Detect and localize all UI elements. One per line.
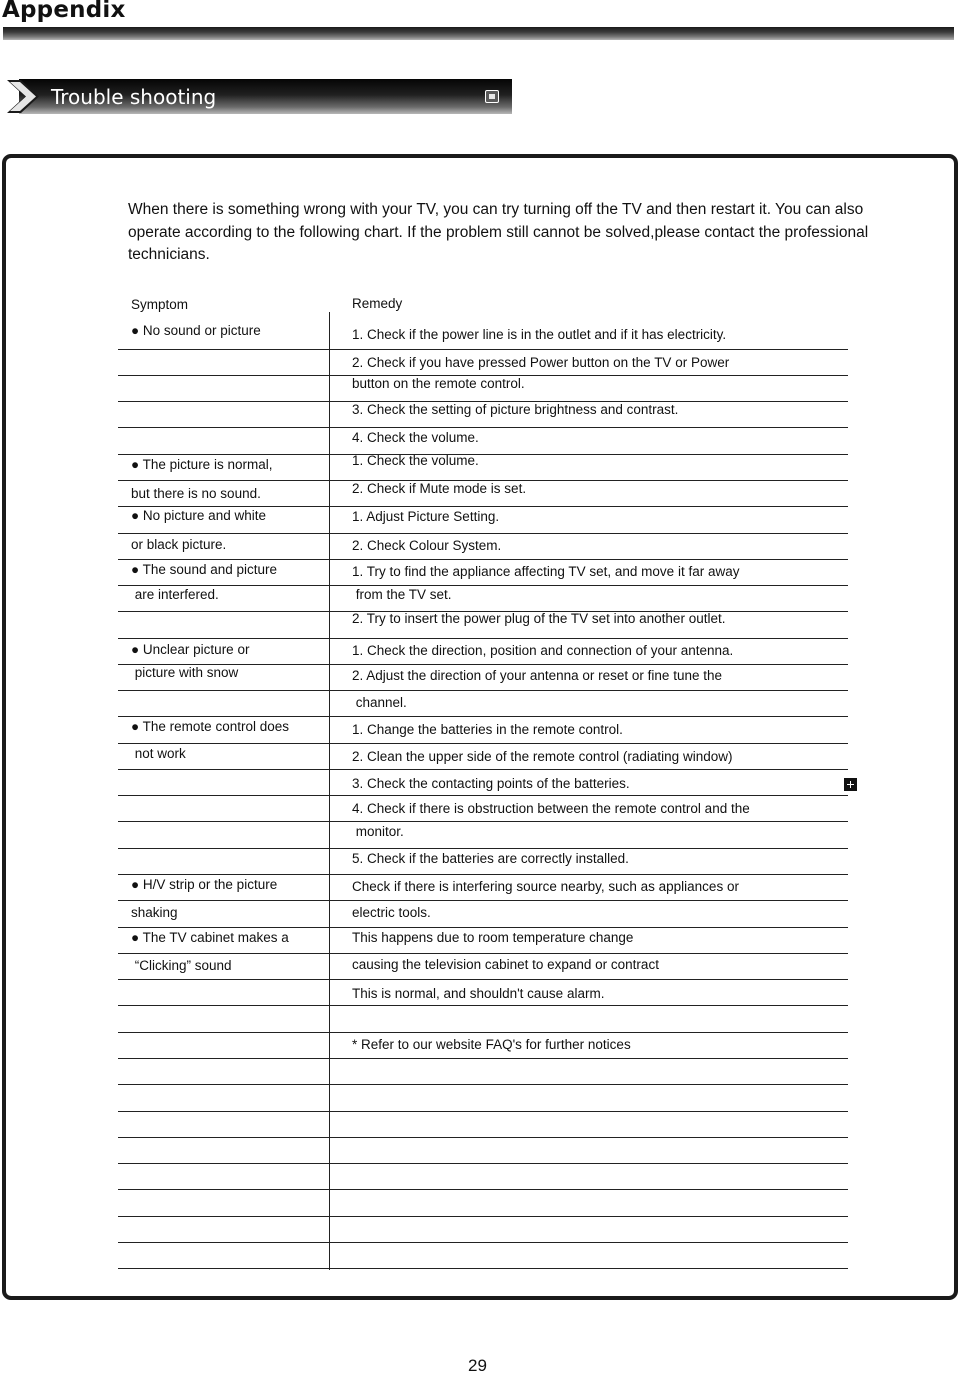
table-row-divider — [118, 1032, 848, 1033]
remedy-cell: 3. Check the contacting points of the batteries. — [352, 776, 630, 791]
symptom-cell: ● No picture and white — [131, 508, 266, 523]
table-row-divider — [118, 690, 848, 691]
symptom-cell: ● The TV cabinet makes a — [131, 930, 289, 945]
remedy-cell: 5. Check if the batteries are correctly installed. — [352, 851, 629, 866]
table-row-divider — [118, 1216, 848, 1217]
remedy-cell: from the TV set. — [352, 587, 452, 602]
table-row-divider — [118, 1111, 848, 1112]
symptom-cell: “Clicking” sound — [131, 958, 232, 973]
table-row-divider — [118, 1189, 848, 1190]
table-row-divider — [118, 716, 848, 717]
remedy-cell: 2. Check Colour System. — [352, 538, 502, 553]
remedy-cell: 1. Check if the power line is in the outlet and if it has electricity. — [352, 327, 727, 342]
table-row-divider — [118, 506, 848, 507]
symptom-column-header: Symptom — [131, 297, 189, 312]
symptom-cell: ● The remote control does — [131, 719, 289, 734]
remedy-cell: 2. Check if Mute mode is set. — [352, 481, 527, 496]
remedy-cell: 4. Check the volume. — [352, 430, 479, 445]
table-row-divider — [118, 1163, 848, 1164]
remedy-cell: monitor. — [352, 824, 404, 839]
column-divider — [329, 312, 330, 1270]
table-row-divider — [118, 1268, 848, 1269]
table-row-divider — [118, 1005, 848, 1006]
table-row-divider — [118, 585, 848, 586]
remedy-cell: 1. Change the batteries in the remote control. — [352, 722, 623, 737]
table-row-divider — [118, 559, 848, 560]
remedy-cell: channel. — [352, 695, 407, 710]
table-row-divider — [118, 1137, 848, 1138]
remedy-cell: electric tools. — [352, 905, 431, 920]
remedy-cell: 2. Clean the upper side of the remote control (radiating window) — [352, 749, 733, 764]
remedy-cell: 2. Adjust the direction of your antenna or reset or fine tune the — [352, 668, 722, 683]
table-row-divider — [118, 848, 848, 849]
table-row-divider — [118, 927, 848, 928]
symptom-cell: ● Unclear picture or — [131, 642, 250, 657]
symptom-cell: picture with snow — [131, 665, 239, 680]
remedy-cell: 1. Check the direction, position and connection of your antenna. — [352, 643, 734, 658]
symptom-cell: ● H/V strip or the picture — [131, 877, 278, 892]
remedy-cell: 4. Check if there is obstruction between the remote control and the — [352, 801, 750, 816]
table-row-divider — [118, 769, 848, 770]
remedy-cell: * Refer to our website FAQ's for further notices — [352, 1037, 631, 1052]
table-row-divider — [118, 533, 848, 534]
table-row-divider — [118, 821, 848, 822]
remedy-cell: This is normal, and shouldn't cause alarm. — [352, 986, 605, 1001]
table-row-divider — [118, 900, 848, 901]
table-row-divider — [118, 874, 848, 875]
remedy-cell: causing the television cabinet to expand or contract — [352, 957, 659, 972]
symptom-cell: ● No sound or picture — [131, 323, 261, 338]
remedy-cell: button on the remote control. — [352, 376, 525, 391]
remedy-cell: 2. Check if you have pressed Power button on the TV or Power — [352, 355, 730, 370]
table-row-divider — [118, 454, 848, 455]
table-row-divider — [118, 953, 848, 954]
symptom-cell: ● The sound and picture — [131, 562, 278, 577]
page-title: Appendix — [2, 0, 126, 23]
remedy-column-header: Remedy — [352, 296, 403, 311]
section-title: Trouble shooting — [51, 85, 217, 109]
remedy-cell: 2. Try to insert the power plug of the TV set into another outlet. — [352, 611, 726, 626]
header-bar — [3, 27, 954, 40]
remedy-cell: This happens due to room temperature change — [352, 930, 634, 945]
remedy-cell: 1. Adjust Picture Setting. — [352, 509, 500, 524]
table-row-divider — [118, 1242, 848, 1243]
table-row-divider — [118, 638, 848, 639]
chevron-right-icon — [7, 80, 45, 113]
table-row-divider — [118, 795, 848, 796]
table-row-divider — [118, 1084, 848, 1085]
page-number: 29 — [468, 1356, 487, 1375]
symptom-cell: but there is no sound. — [131, 486, 261, 501]
symptom-cell: shaking — [131, 905, 178, 920]
table-row-divider — [118, 743, 848, 744]
remedy-cell: 3. Check the setting of picture brightness and contrast. — [352, 402, 679, 417]
table-row-divider — [118, 1058, 848, 1059]
square-icon — [485, 90, 499, 103]
table-row-divider — [118, 349, 848, 350]
section-banner — [7, 79, 512, 114]
remedy-cell: Check if there is interfering source nearby, such as appliances or — [352, 879, 739, 894]
symptom-cell: or black picture. — [131, 537, 227, 552]
plus-icon[interactable] — [844, 778, 857, 791]
table-row-divider — [118, 427, 848, 428]
table-row-divider — [118, 979, 848, 980]
intro-paragraph: When there is something wrong with your TV, you can try turning off the TV and then restart it. You can also operate according to the following chart. If the problem still cannot be solved,please contact the professional technicians. — [128, 201, 869, 263]
remedy-cell: 1. Try to find the appliance affecting TV set, and move it far away — [352, 564, 740, 579]
symptom-cell: ● The picture is normal, — [131, 457, 273, 472]
symptom-cell: not work — [131, 746, 186, 761]
symptom-cell: are interfered. — [131, 587, 219, 602]
remedy-cell: 1. Check the volume. — [352, 453, 479, 468]
